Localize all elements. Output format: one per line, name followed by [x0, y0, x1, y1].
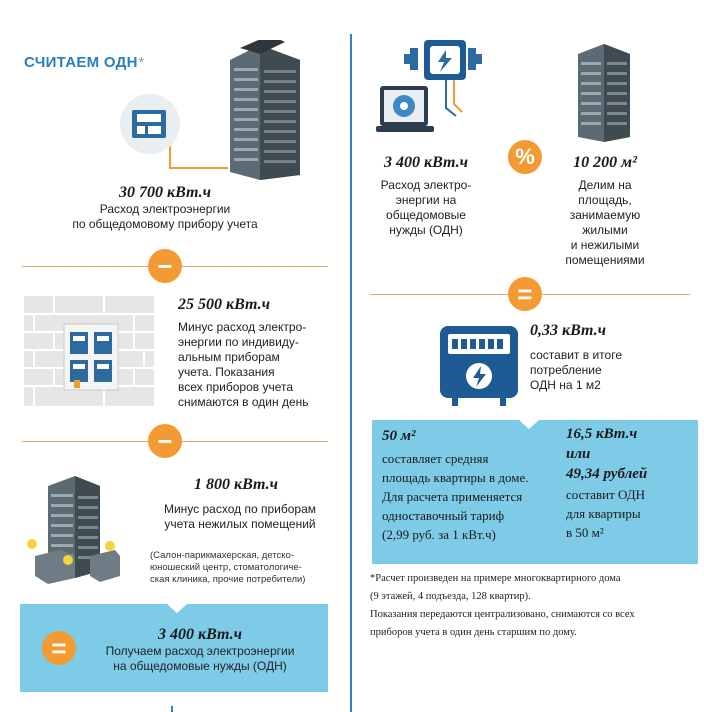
step3-value: 1 800 кВт.ч [194, 476, 279, 493]
right-c-value: 0,33 кВт.ч [530, 322, 607, 339]
right-c-line: составит в итоге [530, 348, 622, 362]
right-c-block [530, 322, 680, 393]
step2-line: альным приборам [178, 350, 280, 364]
right-b-line: и нежилыми [570, 238, 640, 252]
right-b-line: помещениями [565, 253, 645, 267]
right-a-block [366, 154, 486, 238]
footnote-line: приборов учета в один день старшим по дому. [370, 627, 577, 638]
right-c-line: потребление [530, 363, 602, 377]
step2-line: Минус расход электро- [178, 320, 307, 334]
page-title: СЧИТАЕМ ОДН* [24, 54, 144, 71]
step3-line: Минус расход по приборам [163, 502, 316, 516]
right-b-line: занимаемую [569, 208, 641, 222]
building-icon [574, 42, 634, 142]
footnote-line: Показания передаются централизовано, снимаются со всех [370, 609, 635, 620]
step1-block [40, 184, 290, 232]
step2-value: 25 500 кВт.ч [178, 296, 271, 313]
building-with-shops-illustration [20, 476, 130, 586]
right-b-line: жилыми [582, 223, 628, 237]
right-a-line: энергии на [395, 193, 457, 207]
right-a-line: нужды (ОДН) [389, 223, 463, 237]
minus-operator: − [148, 249, 182, 283]
step2-block [178, 296, 338, 410]
meters-on-wall-illustration [24, 296, 154, 406]
result-text1: Получаем расход электроэнергии [105, 644, 295, 658]
step2-line: энергии по индивиду- [178, 335, 299, 349]
apartment-right-block [566, 426, 696, 542]
step1-text2: по общедомовому прибору учета [72, 217, 258, 231]
right-b-block [550, 154, 660, 268]
devices-illustration [376, 38, 488, 134]
step3-note: юношеский центр, стоматологиче- [150, 562, 302, 573]
step2-line: всех приборов учета [178, 380, 294, 394]
right-a-line: Расход электро- [380, 178, 472, 192]
result-block [90, 626, 310, 674]
building-with-meter-illustration [110, 40, 310, 180]
minus-operator: − [148, 424, 182, 458]
step3-note: (Салон-парикмахерская, детско- [150, 550, 294, 561]
right-b-line: площадь, [578, 193, 632, 207]
result-text2: на общедомовые нужды (ОДН) [113, 659, 287, 673]
apartment-left-line: Для расчета применяется [382, 489, 523, 504]
apartment-left-line: составляет средняя [382, 451, 489, 466]
step3-line: учета нежилых помещений [164, 517, 316, 531]
right-a-line: общедомовые [386, 208, 466, 222]
apartment-left-line: одноставочный тариф [382, 508, 505, 523]
result-value: 3 400 кВт.ч [157, 626, 242, 643]
apartment-or: или [566, 446, 591, 462]
step2-line: снимаются в один день [178, 395, 309, 409]
center-divider [350, 34, 352, 712]
step3-note: ская клиника, прочие потребители) [150, 574, 306, 585]
apartment-left-block [382, 428, 572, 544]
right-b-line: Делим на [578, 178, 632, 192]
right-c-line: ОДН на 1 м2 [530, 378, 601, 392]
apartment-right-line: для квартиры [566, 506, 641, 521]
apartment-kwh-value: 16,5 кВт.ч [566, 426, 638, 442]
apartment-right-line: составит ОДН [566, 487, 645, 502]
step2-line: учета. Показания [178, 365, 275, 379]
equals-operator: = [508, 277, 542, 311]
apartment-left-line: (2,99 руб. за 1 кВт.ч) [382, 527, 496, 542]
apartment-right-line: в 50 м² [566, 525, 604, 540]
right-a-value: 3 400 кВт.ч [383, 154, 468, 171]
footnote-line: (9 этажей, 4 подъезда, 128 квартир). [370, 591, 531, 602]
apartment-area-value: 50 м² [382, 428, 416, 444]
result-box-notch [167, 604, 187, 613]
bottom-tick [171, 706, 173, 712]
footnote-line: *Расчет произведен на примере многоквартирного дома [370, 573, 621, 584]
apartment-rub-value: 49,34 рублей [566, 466, 648, 482]
footnote [370, 570, 696, 642]
step1-value: 30 700 кВт.ч [118, 184, 211, 201]
step1-text1: Расход электроэнергии [99, 202, 231, 216]
electric-meter-illustration [438, 320, 520, 410]
apartment-left-line: площадь квартиры в доме. [382, 470, 529, 485]
equals-operator: = [42, 631, 76, 665]
percent-operator: % [508, 140, 542, 174]
step3-block [150, 476, 330, 586]
right-b-value: 10 200 м² [573, 154, 637, 171]
